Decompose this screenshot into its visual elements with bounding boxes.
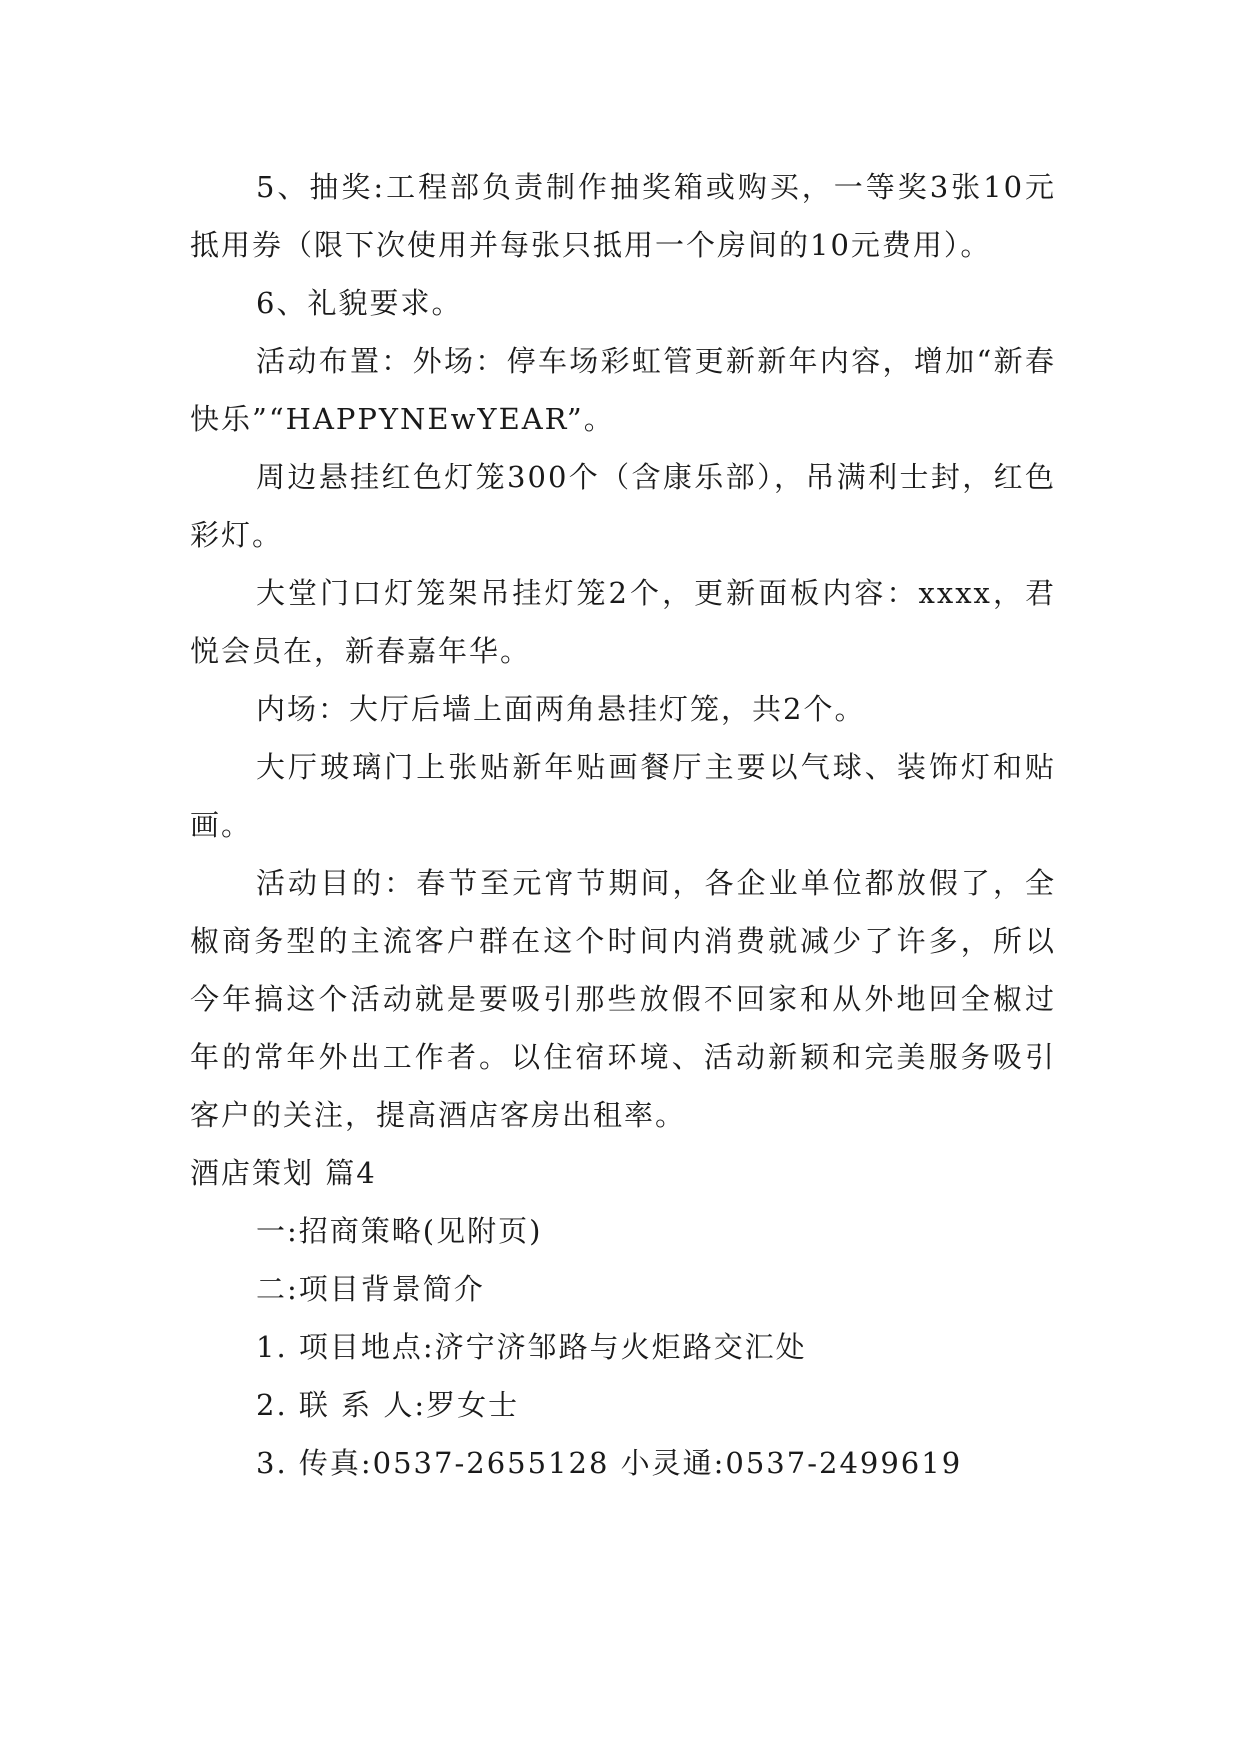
paragraph-lobby-lanterns: 大堂门口灯笼架吊挂灯笼2个，更新面板内容：xxxx，君悦会员在，新春嘉年华。 — [190, 576, 1056, 668]
paragraph-lottery: 5、抽奖:工程部负责制作抽奖箱或购买，一等奖3张10元抵用券（限下次使用并每张只抵用一个房间的10元费用）。 — [190, 170, 1056, 262]
section-heading: 酒店策划 篇4 — [190, 1156, 377, 1190]
paragraph-lanterns: 周边悬挂红色灯笼300个（含康乐部），吊满利士封，红色彩灯。 — [190, 460, 1056, 552]
list-item-background: 二:项目背景简介 — [256, 1272, 485, 1306]
document-body — [190, 158, 1056, 1492]
paragraph-outdoor-setup: 活动布置：外场：停车场彩虹管更新新年内容，增加“新春快乐”“HAPPYNEwYEAR”。 — [190, 344, 1056, 436]
paragraph-purpose: 活动目的：春节至元宵节期间，各企业单位都放假了，全椒商务型的主流客户群在这个时间内消费就减少了许多，所以今年搞这个活动就是要吸引那些放假不回家和从外地回全椒过年的常年外出工作者。以住宿环境、活动新颖和完美服务吸引客户的关注，提高酒店客房出租率。 — [190, 866, 1056, 1132]
list-item-contact: 2. 联 系 人:罗女士 — [256, 1388, 520, 1422]
paragraph-etiquette: 6、礼貌要求。 — [256, 286, 463, 320]
list-item-location: 1. 项目地点:济宁济邹路与火炬路交汇处 — [256, 1330, 807, 1364]
list-item-phone: 3. 传真:0537-2655128 小灵通:0537-2499619 — [256, 1446, 963, 1480]
paragraph-indoor: 内场：大厅后墙上面两角悬挂灯笼，共2个。 — [256, 692, 866, 726]
paragraph-glass-door: 大厅玻璃门上张贴新年贴画餐厅主要以气球、装饰灯和贴画。 — [190, 750, 1056, 842]
list-item-strategy: 一:招商策略(见附页) — [256, 1214, 543, 1248]
